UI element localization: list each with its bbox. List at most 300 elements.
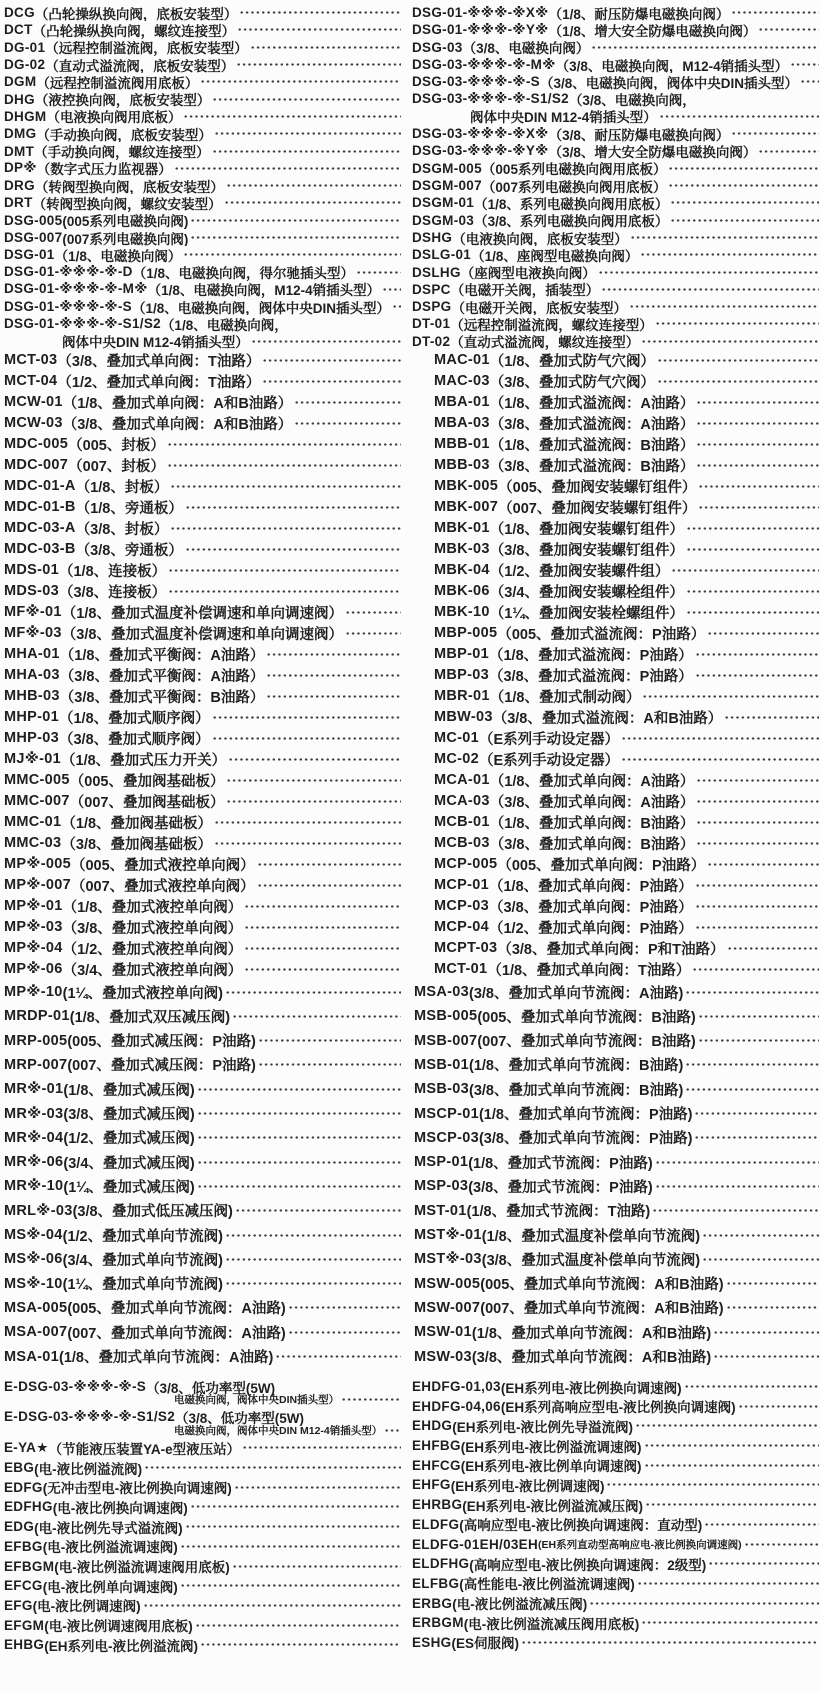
model-code: MP※-03 — [4, 919, 63, 936]
model-code: DG-01 — [4, 39, 46, 55]
model-desc: （1/8、叠加式溢流阀：A油路） — [489, 395, 695, 412]
dot-leader — [214, 130, 401, 137]
model-desc: （005、叠加阀安装螺钉组件） — [498, 479, 697, 496]
model-code: MCB-03 — [434, 835, 490, 852]
list-item — [412, 1436, 820, 1456]
list-item — [414, 980, 820, 1004]
model-code: MAC-03 — [434, 373, 490, 390]
model-code: DSG-03-※※※-※Y※ — [412, 143, 549, 159]
model-desc: （3/8、电磁换向阀，M12-4销插头型） — [555, 58, 789, 74]
dot-leader — [167, 441, 401, 448]
list-item — [4, 917, 402, 938]
list-item — [4, 434, 402, 455]
list-item — [434, 749, 820, 770]
dot-leader — [640, 251, 819, 258]
model-desc: (电-液比例调速阀) — [32, 1599, 141, 1615]
list-item — [4, 896, 402, 917]
model-code: MBP-03 — [434, 667, 489, 684]
model-code: DSHG — [412, 230, 453, 245]
dot-leader — [695, 882, 819, 889]
dot-leader — [655, 1183, 819, 1190]
model-desc: (高响应型电-液比例换向调速阀：直动型) — [459, 1518, 703, 1534]
model-desc: (ES伺服阀) — [451, 1636, 519, 1652]
model-desc: (3/8、叠加式单向节流阀：A油路) — [468, 985, 684, 1002]
model-desc: (EH系列电-液比例调速阀) — [450, 1478, 605, 1494]
model-desc: （3/8、叠加式平衡阀：A油路） — [59, 668, 265, 685]
model-code: EBG — [4, 1460, 35, 1476]
model-desc: (高性能电-液比例溢流调速阀) — [459, 1577, 635, 1593]
dot-leader — [294, 420, 401, 427]
dot-leader — [731, 9, 819, 16]
list-item — [4, 623, 402, 644]
dot-leader — [670, 217, 819, 224]
model-desc: （1/8、连接板） — [58, 563, 167, 580]
list-item — [414, 1247, 820, 1271]
model-desc: （3/8、系列电磁换向阀用底板） — [474, 214, 669, 229]
model-desc: （转阀型换向阀，螺纹安装型） — [32, 196, 222, 212]
right-section-3 — [412, 980, 820, 1369]
dot-leader — [659, 113, 819, 120]
model-desc: （1/8、叠加式防气穴阀） — [489, 353, 655, 370]
model-desc: （3/8、增大安全防爆电磁换向阀） — [548, 145, 757, 160]
dot-leader — [237, 26, 401, 33]
right-section-1 — [412, 4, 820, 350]
dot-leader — [726, 1280, 819, 1287]
dot-leader — [266, 672, 401, 679]
list-item — [4, 125, 402, 142]
dot-leader — [727, 945, 819, 952]
model-code: MF※-03 — [4, 625, 62, 642]
dot-leader — [645, 1501, 819, 1508]
model-desc: （1/8、叠加式单向阀：A和B油路） — [62, 395, 293, 412]
model-code: DMG — [4, 126, 37, 142]
dot-leader — [630, 234, 819, 241]
model-code: MRL※-03 — [4, 1202, 73, 1219]
list-item — [4, 142, 402, 159]
dot-leader — [232, 1563, 401, 1570]
dot-leader — [521, 1639, 819, 1646]
model-code: MR※-03 — [4, 1105, 64, 1122]
model-code: E-YA★ — [4, 1439, 49, 1455]
dot-leader — [185, 1523, 401, 1530]
dot-leader — [652, 1207, 819, 1214]
dot-leader — [800, 78, 819, 85]
list-item — [4, 56, 402, 73]
list-item — [4, 298, 402, 315]
model-desc: (007系列电磁换向阀) — [62, 231, 189, 247]
model-desc: (EH系列高响应型电-液比例换向调速阀) — [500, 1400, 736, 1416]
model-code: DSGM-007 — [412, 178, 482, 194]
model-desc: （1/8、叠加式单向阀：P油路） — [488, 878, 693, 895]
dot-leader — [345, 609, 401, 616]
dot-leader — [684, 1383, 819, 1390]
list-item — [414, 1004, 820, 1028]
dot-leader — [170, 525, 401, 532]
left-section-2 — [4, 350, 402, 980]
model-desc: （3/8、叠加式溢流阀：A和B油路） — [492, 710, 723, 727]
dot-leader — [589, 1600, 819, 1607]
dot-leader — [598, 269, 819, 276]
dot-leader — [228, 756, 401, 763]
model-code: EHRBG — [412, 1497, 463, 1513]
list-item — [434, 455, 820, 476]
dot-leader — [685, 1061, 819, 1068]
model-desc: （1/8、旁通板） — [75, 500, 183, 517]
model-code: ELFBG — [412, 1575, 460, 1591]
model-desc: （1/8、叠加式溢流阀：B油路） — [489, 437, 695, 454]
list-item — [412, 281, 820, 298]
model-code: MCT-01 — [434, 961, 488, 978]
model-code: DSGM-005 — [412, 160, 482, 176]
model-code: MCA-03 — [434, 793, 490, 810]
model-code: MDC-01-B — [4, 499, 76, 516]
model-desc: （远程控制溢流阀，底板安装型） — [45, 41, 248, 56]
model-desc: （3/8、叠加式平衡阀：B油路） — [59, 689, 265, 706]
model-code: MCPT-03 — [434, 940, 498, 957]
model-code: ERBGM — [412, 1615, 464, 1631]
model-desc: (1¼、叠加式液控单向阀) — [62, 985, 223, 1002]
list-item — [412, 1416, 820, 1436]
model-desc: （1/8、耐压防爆电磁换向阀） — [548, 6, 730, 22]
list-item — [4, 1126, 402, 1150]
model-code: EHDFG-01,03 — [412, 1379, 501, 1395]
model-code: MDC-005 — [4, 436, 69, 453]
list-item — [4, 392, 402, 413]
model-code: MSW-01 — [414, 1324, 472, 1341]
dot-leader — [180, 1582, 401, 1589]
dot-leader — [212, 735, 401, 742]
model-desc: （3/8、耐压防爆电磁换向阀） — [548, 127, 730, 143]
dot-leader — [185, 546, 401, 553]
model-code: MSW-03 — [414, 1348, 472, 1365]
model-desc: (EH系列电-液比例溢流减压阀) — [462, 1498, 644, 1514]
model-desc: (1/8、叠加式单向节流阀：A和B油路) — [471, 1325, 712, 1342]
model-desc: （1/2、叠加阀安装螺件组） — [489, 563, 670, 580]
dot-leader — [668, 165, 819, 172]
model-desc: (EH系列直动型高响应电-液比例换向调速阀) — [538, 1538, 742, 1551]
model-code: EHDFG-04,06 — [412, 1398, 501, 1414]
model-desc: （1/8、电磁换向阀， — [160, 318, 288, 333]
model-desc: (005、叠加式单向节流阀：B油路) — [477, 1009, 696, 1026]
model-code: DGM — [4, 74, 37, 90]
model-code: DSG-01-※※※-※-S1/S2 — [4, 315, 161, 331]
model-code: DSG-03-※※※-※-S1/S2 — [412, 91, 569, 107]
model-code: MJ※-01 — [4, 751, 61, 768]
model-code: EFBG — [4, 1538, 43, 1554]
list-item — [434, 392, 820, 413]
list-item — [412, 142, 820, 159]
list-item — [414, 1101, 820, 1125]
dot-leader — [197, 1086, 401, 1093]
model-desc: （005、叠加式单向阀：P油路） — [497, 857, 706, 874]
model-code: MCP-01 — [434, 877, 489, 894]
dot-leader — [644, 1442, 820, 1449]
dot-leader — [696, 441, 819, 448]
dot-leader — [262, 378, 401, 385]
left-section-4 — [4, 1377, 402, 1655]
model-desc: （005、叠加式溢流阀：P油路） — [497, 626, 706, 643]
dot-leader — [642, 693, 819, 700]
model-code: MSP-03 — [414, 1178, 469, 1195]
model-desc: (005、叠加式减压阀：P油路) — [67, 1034, 256, 1051]
list-item — [4, 1517, 402, 1537]
list-item — [414, 1199, 820, 1223]
model-desc: (1/8、叠加式节流阀：T油路) — [466, 1204, 651, 1221]
model-code: MCA-01 — [434, 772, 490, 789]
model-code: MST※-01 — [414, 1227, 482, 1244]
model-desc: (007、叠加式减压阀：P油路) — [67, 1058, 256, 1075]
list-item — [412, 177, 820, 194]
dot-leader — [668, 182, 819, 189]
model-code: ESHG — [412, 1634, 452, 1650]
list-item — [4, 938, 402, 959]
dot-leader — [696, 777, 819, 784]
dot-leader — [670, 199, 819, 206]
model-code: DSLG-01 — [412, 247, 472, 263]
dot-leader — [671, 567, 819, 574]
model-desc: （007、封板） — [68, 458, 165, 475]
dot-leader — [695, 903, 819, 910]
model-code: EDG — [4, 1519, 35, 1535]
list-item — [412, 90, 820, 107]
model-code: DSG-01 — [4, 247, 55, 263]
model-code: DSPG — [412, 299, 452, 315]
model-code: MCP-005 — [434, 856, 498, 873]
dot-leader — [694, 1134, 819, 1141]
list-item — [412, 1396, 820, 1416]
dot-leader — [641, 338, 819, 345]
model-desc: （1¼、叠加阀安装栓螺组件） — [489, 605, 684, 622]
dot-leader — [288, 1304, 401, 1311]
dot-leader — [635, 1422, 819, 1429]
model-code: DSG-01-※※※-※Y※ — [412, 21, 549, 37]
list-item — [412, 1495, 820, 1515]
list-item-continuation — [412, 108, 820, 125]
dot-leader — [606, 1481, 819, 1488]
dot-leader — [214, 819, 401, 826]
list-item — [4, 1537, 402, 1557]
model-code: MSW-007 — [414, 1299, 481, 1316]
list-item — [412, 333, 820, 350]
list-item — [434, 518, 820, 539]
model-desc: (007、叠加式单向节流阀：B油路) — [477, 1034, 696, 1051]
list-item — [4, 1635, 402, 1655]
model-desc: （1/8、系列电磁换向阀用底板） — [474, 196, 669, 212]
model-desc: （3/8、叠加式单向阀：A和B油路） — [62, 416, 293, 433]
dot-leader — [696, 798, 819, 805]
list-item — [4, 315, 402, 332]
model-desc: 阀体中央DIN M12-4销插头型） — [470, 110, 657, 126]
dot-leader — [257, 882, 401, 889]
dot-leader — [696, 840, 819, 847]
list-item — [412, 1455, 820, 1475]
model-desc: （3/8、叠加式溢流阀：A油路） — [489, 416, 695, 433]
dot-leader — [686, 588, 819, 595]
list-item — [412, 39, 820, 56]
model-code: MBK-06 — [434, 583, 490, 600]
dot-leader — [167, 462, 401, 469]
list-item — [434, 539, 820, 560]
list-item — [4, 413, 402, 434]
model-desc: (3/8、叠加式单向节流阀：A和B油路) — [471, 1350, 712, 1367]
list-item — [4, 1029, 402, 1053]
dot-leader — [685, 1086, 819, 1093]
list-item — [412, 125, 820, 142]
model-code: MP※-06 — [4, 961, 63, 978]
model-desc: 电磁换向阀，阀体中央DIN插头型） — [174, 1394, 340, 1407]
list-item — [434, 686, 820, 707]
list-item — [4, 1223, 402, 1247]
model-code: DHGM — [4, 108, 47, 124]
dot-leader — [698, 1013, 819, 1020]
model-desc: （007、叠加阀安装螺钉组件） — [498, 500, 697, 517]
model-code: DSGM-01 — [412, 195, 475, 211]
model-code: MR※-01 — [4, 1081, 64, 1098]
list-item — [4, 959, 402, 980]
dot-leader — [197, 1110, 401, 1117]
model-code: MSCP-01 — [414, 1105, 479, 1122]
dot-leader — [655, 1159, 819, 1166]
dot-leader — [704, 1521, 819, 1528]
list-item — [4, 1199, 402, 1223]
dot-leader — [621, 756, 819, 763]
model-code: MMC-005 — [4, 772, 70, 789]
dot-leader — [251, 338, 401, 345]
model-desc: （1/8、叠加式单向阀：B油路） — [489, 815, 695, 832]
model-desc: （节能液压装置YA-e型液压站） — [48, 1441, 241, 1457]
dot-leader — [226, 777, 401, 784]
list-item — [434, 476, 820, 497]
dot-leader — [226, 798, 401, 805]
list-item — [434, 581, 820, 602]
list-item — [412, 212, 820, 229]
dot-leader — [190, 217, 401, 224]
list-item — [412, 1534, 820, 1554]
model-desc: (3/4、叠加式减压阀) — [63, 1155, 195, 1172]
model-desc: （1/8、座阀型电磁换向阀） — [471, 248, 639, 264]
list-item — [412, 1633, 820, 1653]
left-section-3 — [4, 980, 402, 1369]
list-item — [4, 1174, 402, 1198]
model-code: EDFG — [4, 1479, 43, 1495]
model-desc: （3/8、连接板） — [58, 584, 167, 601]
list-item — [4, 1596, 402, 1616]
model-desc: （3/8、叠加式顺序阀） — [58, 731, 210, 748]
dot-leader — [696, 819, 819, 826]
model-desc: （3/8、叠加式单向阀：P油路） — [488, 899, 693, 916]
model-desc: (3/8、叠加式低压减压阀) — [72, 1204, 233, 1221]
model-code: MDS-03 — [4, 583, 59, 600]
list-item — [434, 917, 820, 938]
list-item — [414, 1029, 820, 1053]
model-code: MHA-03 — [4, 667, 60, 684]
model-desc: (005、叠加式单向节流阀：A油路) — [67, 1301, 286, 1318]
model-desc: （1/8、叠加式液控单向阀） — [62, 899, 243, 916]
model-code: MDC-01-A — [4, 478, 76, 495]
model-desc: (1/8、叠加式双压减压阀) — [69, 1009, 231, 1026]
model-code: EHFG — [412, 1477, 451, 1493]
list-item-continuation — [4, 1423, 402, 1438]
list-item — [4, 1615, 402, 1635]
list-item — [4, 1247, 402, 1271]
list-item — [4, 1576, 402, 1596]
list-item — [434, 875, 820, 896]
model-code: DSPC — [412, 281, 451, 297]
model-desc: （电磁开关阀，插装型） — [450, 283, 600, 299]
model-desc: （3/8、电磁换向阀， — [568, 93, 696, 108]
model-desc: （007系列电磁换向阀用底板） — [481, 179, 667, 195]
list-item — [4, 770, 402, 791]
dot-leader — [214, 840, 401, 847]
model-desc: (EH系列电-液比例换向调速阀) — [500, 1380, 682, 1396]
model-desc: （液控换向阀，底板安装型） — [34, 93, 211, 108]
model-code: E-DSG-03-※※※-※-S — [4, 1378, 147, 1394]
model-desc: （3/8、低功率型(5W) — [146, 1380, 276, 1396]
list-item-continuation — [4, 333, 402, 350]
dot-leader — [212, 96, 401, 103]
dot-leader — [601, 286, 819, 293]
model-code: MDC-007 — [4, 457, 69, 474]
list-item — [4, 350, 402, 371]
model-code: MSB-01 — [414, 1056, 469, 1073]
dot-leader — [212, 714, 401, 721]
model-desc: （1/8、叠加式单向阀：T油路） — [487, 962, 691, 979]
model-desc: （3/8、叠加式溢流阀：B油路） — [489, 458, 695, 475]
model-code: MSA-03 — [414, 984, 469, 1001]
dot-leader — [384, 1427, 401, 1434]
dot-leader — [657, 357, 819, 364]
list-item — [4, 1320, 402, 1344]
dot-leader — [637, 1580, 819, 1587]
dot-leader — [686, 525, 819, 532]
list-item — [434, 791, 820, 812]
list-item — [414, 1053, 820, 1077]
model-desc: （005、叠加阀基础板） — [69, 773, 225, 790]
model-code: DSG-03 — [412, 39, 463, 55]
model-code: MC-02 — [434, 751, 480, 768]
dot-leader — [392, 303, 401, 310]
dot-leader — [657, 378, 819, 385]
list-item — [434, 959, 820, 980]
model-code: MSB-03 — [414, 1081, 469, 1098]
dot-leader — [262, 357, 401, 364]
model-desc: （凸轮操纵换向阀，底板安装型） — [34, 6, 238, 22]
list-item — [412, 1515, 820, 1535]
model-code: MSCP-03 — [414, 1129, 479, 1146]
model-desc: (1¼、叠加式减压阀) — [63, 1179, 195, 1196]
dot-leader — [655, 320, 819, 327]
list-item — [4, 854, 402, 875]
model-code: MSP-01 — [414, 1154, 469, 1171]
list-item — [412, 229, 820, 246]
model-code: DT-02 — [412, 333, 451, 349]
model-code: MCT-03 — [4, 352, 58, 369]
model-desc: (007、叠加式单向节流阀：A油路) — [67, 1325, 286, 1342]
model-code: MCB-01 — [434, 814, 490, 831]
list-item — [4, 581, 402, 602]
model-code: MHB-03 — [4, 688, 60, 705]
model-code: MBA-01 — [434, 394, 490, 411]
model-desc: （3/8、电磁换向阀） — [462, 41, 590, 56]
list-item — [4, 371, 402, 392]
list-item — [4, 686, 402, 707]
model-code: MSA-01 — [4, 1348, 59, 1365]
model-desc: (电-液比例单向调速阀) — [42, 1579, 178, 1595]
model-code: MSA-007 — [4, 1324, 68, 1341]
list-item — [414, 1223, 820, 1247]
list-item — [412, 1593, 820, 1613]
model-desc: （电液换向阀用底板） — [46, 110, 182, 126]
